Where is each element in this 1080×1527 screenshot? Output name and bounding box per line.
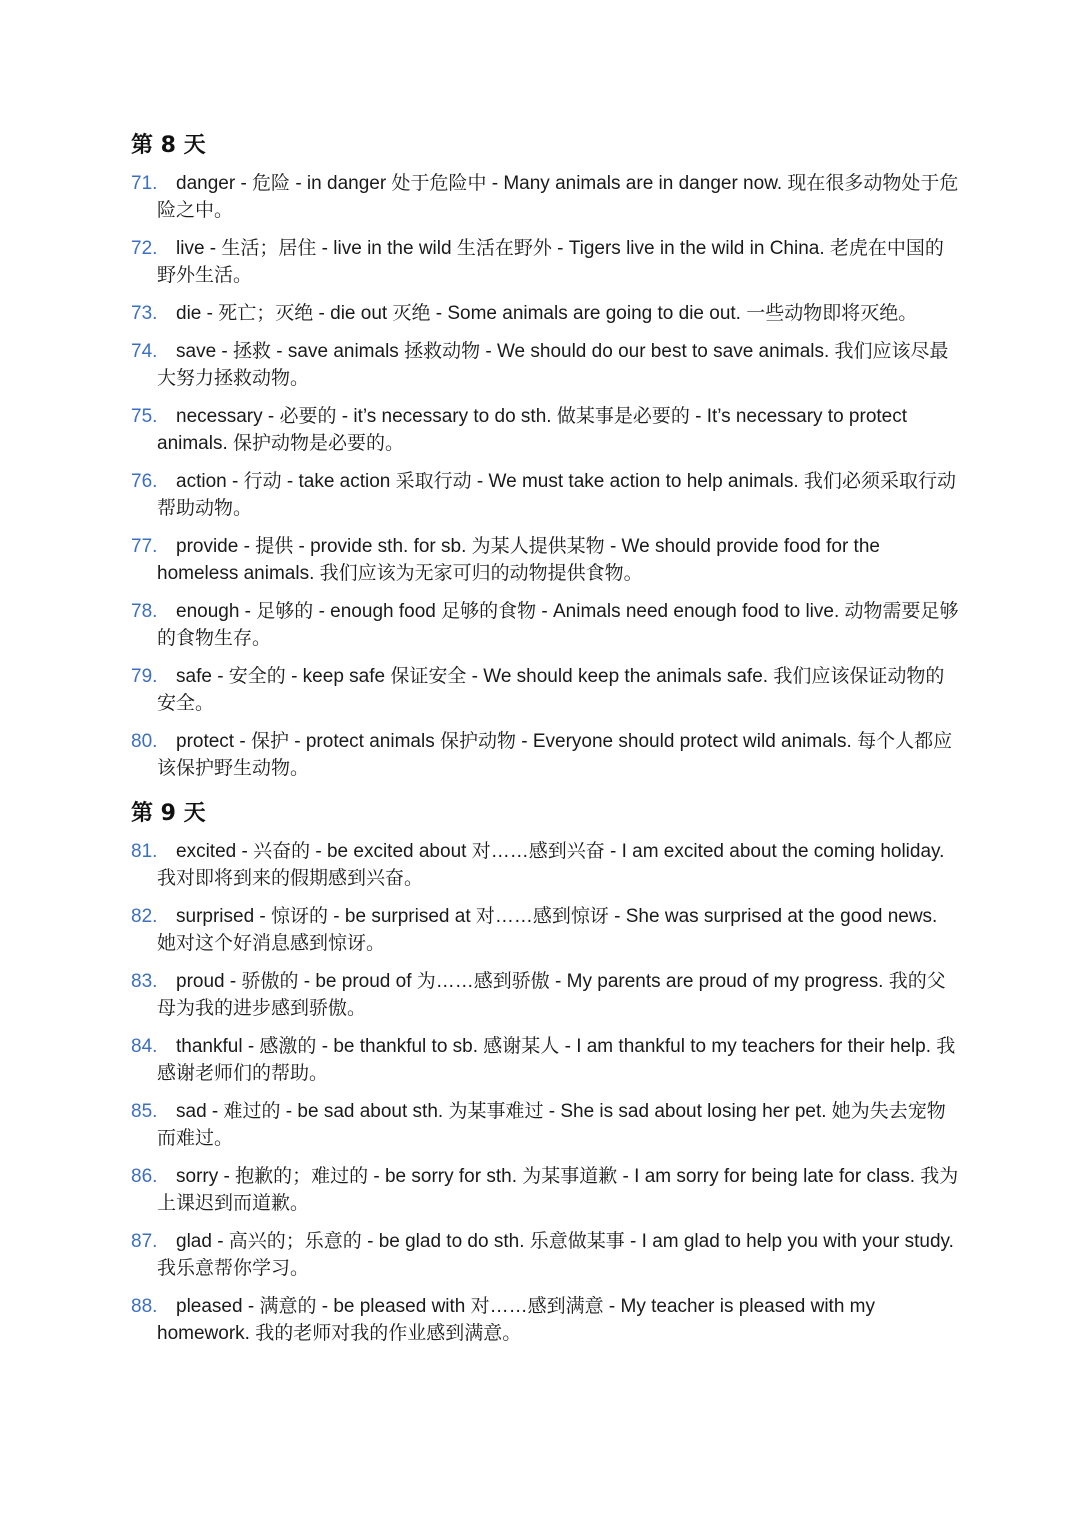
- vocabulary-entry: [131, 598, 961, 652]
- vocabulary-entry: [131, 1033, 961, 1087]
- vocabulary-entry: [131, 968, 961, 1022]
- entry-number: 80.: [131, 731, 158, 752]
- entry-number: 72.: [131, 238, 158, 259]
- vocabulary-entry: [131, 838, 961, 892]
- entry-number: 81.: [131, 841, 158, 862]
- entry-number: 76.: [131, 471, 158, 492]
- entry-text: danger - 危险 - in danger 处于危险中 - Many animals are in danger now. 现在很多动物处于危险之中。: [157, 173, 959, 221]
- vocabulary-entry: [131, 1098, 961, 1152]
- vocabulary-entry: [131, 903, 961, 957]
- entry-text: safe - 安全的 - keep safe 保证安全 - We should keep the animals safe. 我们应该保证动物的安全。: [157, 666, 945, 714]
- entry-text: sad - 难过的 - be sad about sth. 为某事难过 - She is sad about losing her pet. 她为失去宠物而难过。: [157, 1101, 946, 1149]
- entry-number: 88.: [131, 1296, 158, 1317]
- document-page: [131, 128, 961, 1358]
- entry-text: provide - 提供 - provide sth. for sb. 为某人提供某物 - We should provide food for the homeless animals. 我们应该为无家可归的动物提供食物。: [157, 536, 880, 584]
- entry-number: 84.: [131, 1036, 158, 1057]
- vocabulary-entry: [131, 1293, 961, 1347]
- entry-number: 75.: [131, 406, 158, 427]
- entry-text: necessary - 必要的 - it’s necessary to do sth. 做某事是必要的 - It’s necessary to protect animals. 保护动物是必要的。: [157, 406, 908, 454]
- entry-text: protect - 保护 - protect animals 保护动物 - Everyone should protect wild animals. 每个人都应该保护野生动物。: [157, 731, 953, 779]
- entry-text: glad - 高兴的；乐意的 - be glad to do sth. 乐意做某事 - I am glad to help you with your study. 我乐意帮你学习。: [157, 1231, 954, 1279]
- entry-number: 74.: [131, 341, 158, 362]
- entry-number: 78.: [131, 601, 158, 622]
- entry-text: pleased - 满意的 - be pleased with 对……感到满意 - My teacher is pleased with my homework. 我的老师对我的作业感到满意。: [157, 1296, 876, 1344]
- entry-text: enough - 足够的 - enough food 足够的食物 - Animals need enough food to live. 动物需要足够的食物生存。: [157, 601, 959, 649]
- entry-number: 82.: [131, 906, 158, 927]
- vocabulary-entry: [131, 300, 961, 327]
- entry-text: die - 死亡；灭绝 - die out 灭绝 - Some animals are going to die out. 一些动物即将灭绝。: [176, 303, 918, 324]
- entry-text: excited - 兴奋的 - be excited about 对……感到兴奋 - I am excited about the coming holiday. 我对即将到来的假期感到兴奋。: [157, 841, 945, 889]
- vocabulary-entry: [131, 170, 961, 224]
- entry-number: 79.: [131, 666, 158, 687]
- entry-text: surprised - 惊讶的 - be surprised at 对……感到惊讶 - She was surprised at the good news. 她对这个好消息感到惊讶。: [157, 906, 938, 954]
- vocabulary-entry: [131, 338, 961, 392]
- vocabulary-entry: [131, 468, 961, 522]
- vocabulary-entry: [131, 1163, 961, 1217]
- entry-text: live - 生活；居住 - live in the wild 生活在野外 - Tigers live in the wild in China. 老虎在中国的野外生活。: [157, 238, 944, 286]
- entry-number: 86.: [131, 1166, 158, 1187]
- day-heading: 第 9 天: [131, 801, 206, 826]
- entry-number: 77.: [131, 536, 158, 557]
- day-8-section: [131, 128, 961, 782]
- day-heading: 第 8 天: [131, 133, 206, 158]
- vocabulary-list: [131, 838, 961, 1347]
- entry-text: action - 行动 - take action 采取行动 - We must take action to help animals. 我们必须采取行动帮助动物。: [157, 471, 956, 519]
- entry-number: 87.: [131, 1231, 158, 1252]
- entry-number: 85.: [131, 1101, 158, 1122]
- entry-text: thankful - 感激的 - be thankful to sb. 感谢某人 - I am thankful to my teachers for their help. 我感谢老师们的帮助。: [157, 1036, 956, 1084]
- day-9-section: [131, 796, 961, 1347]
- vocabulary-list: [131, 170, 961, 782]
- entry-number: 83.: [131, 971, 158, 992]
- vocabulary-entry: [131, 533, 961, 587]
- vocabulary-entry: [131, 403, 961, 457]
- entry-number: 73.: [131, 303, 158, 324]
- entry-text: sorry - 抱歉的；难过的 - be sorry for sth. 为某事道歉 - I am sorry for being late for class. 我为上课迟到而道歉。: [157, 1166, 959, 1214]
- entry-text: save - 拯救 - save animals 拯救动物 - We should do our best to save animals. 我们应该尽最大努力拯救动物。: [157, 341, 949, 389]
- vocabulary-entry: [131, 235, 961, 289]
- entry-number: 71.: [131, 173, 158, 194]
- entry-text: proud - 骄傲的 - be proud of 为……感到骄傲 - My parents are proud of my progress. 我的父母为我的进步感到骄傲。: [157, 971, 946, 1019]
- vocabulary-entry: [131, 728, 961, 782]
- vocabulary-entry: [131, 1228, 961, 1282]
- vocabulary-entry: [131, 663, 961, 717]
